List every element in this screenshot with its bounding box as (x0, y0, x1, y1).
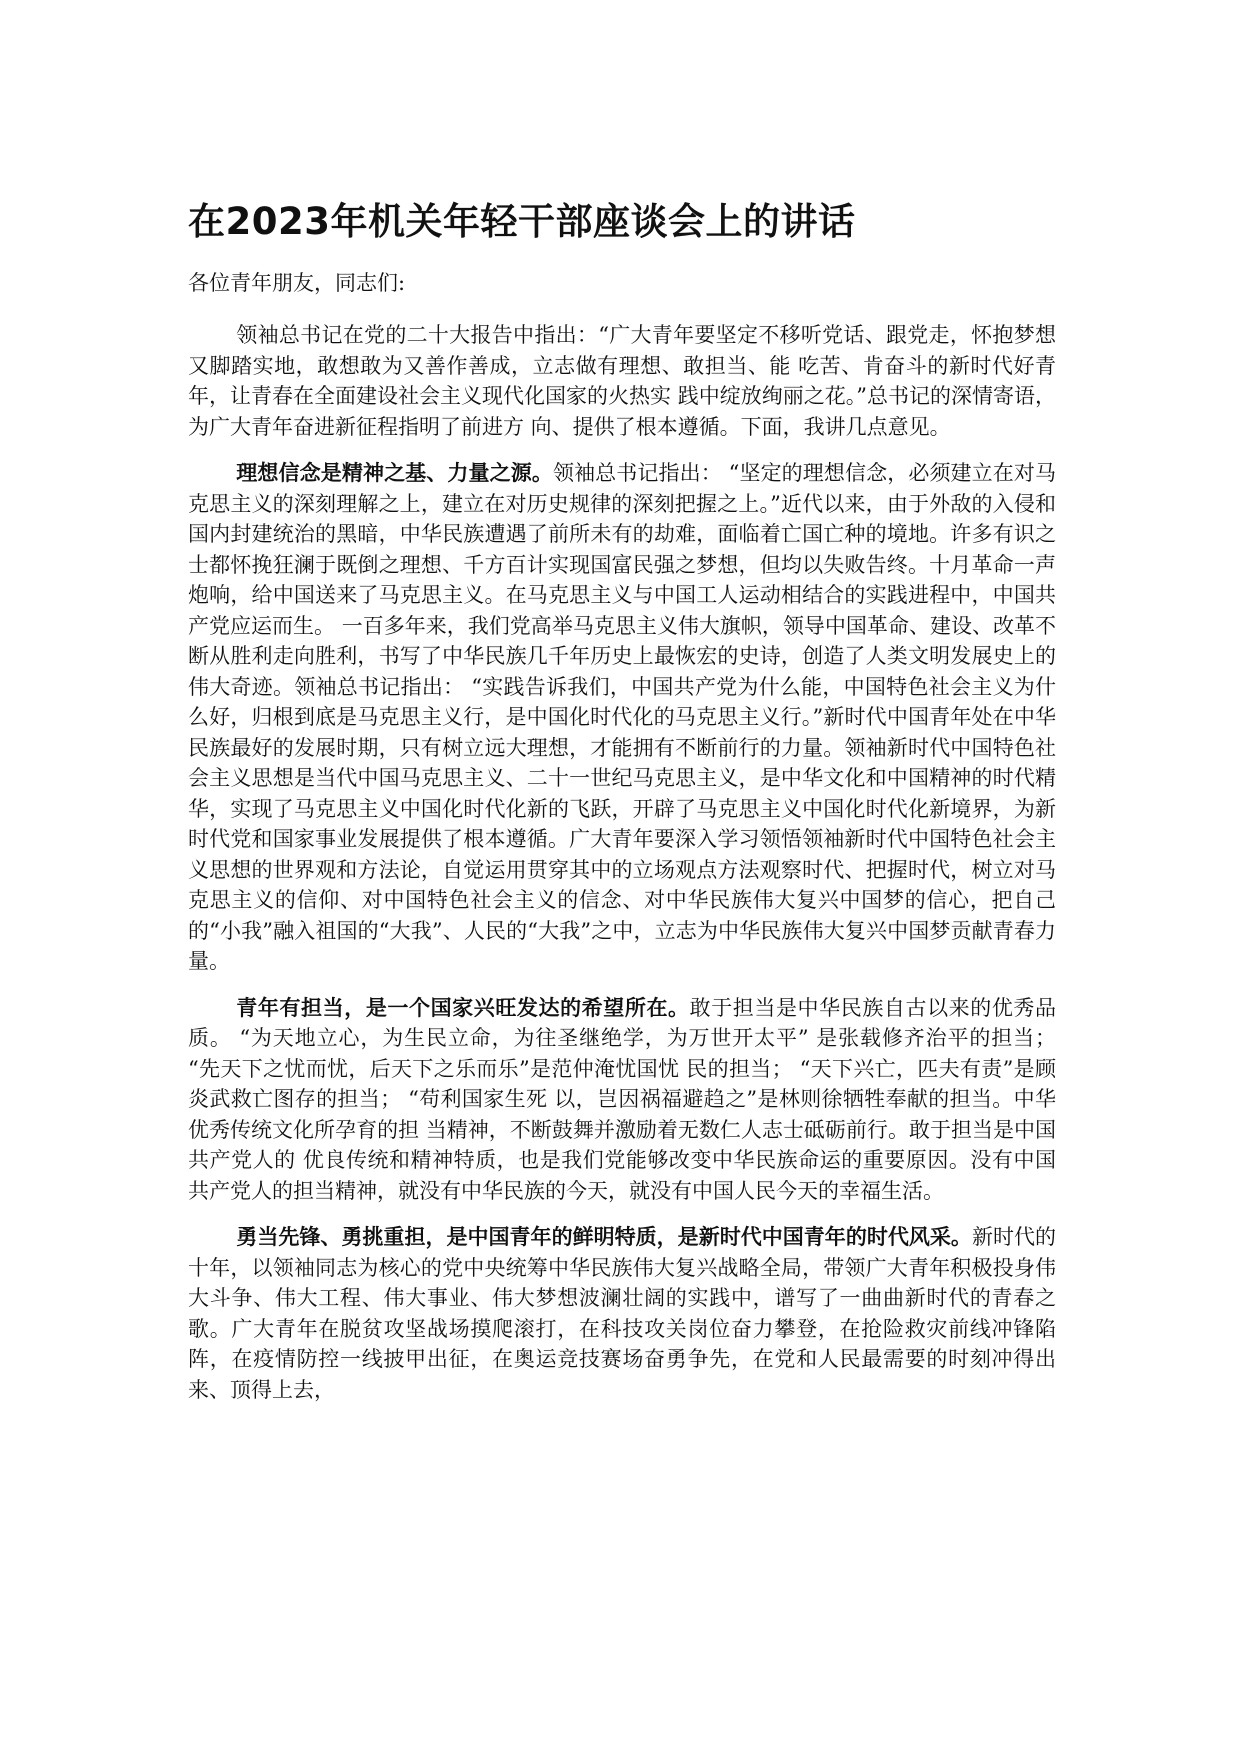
document-page (188, 196, 1056, 1421)
paragraph-responsibility (188, 993, 1056, 1207)
paragraph-intro (188, 320, 1056, 442)
salutation: 各位青年朋友，同志们: (188, 271, 406, 295)
paragraph-text: 领袖总书记指出： “坚定的理想信念，必须建立在对马克思主义的深刻理解之上，建立在对历史规律的深刻把握之上。”近代以来，由于外敌的入侵和国内封建统治的黑暗，中华民族遭遇了前所未有的劫难，面临着亡国亡种的境地。许多有识之士都怀挽狂澜于既倒之理想、千方百计实现国富民强之梦想，但均以失败告终。十月革命一声炮响，给中国送来了马克思主义。在马克思主义与中国工人运动相结合的实践进程中，中国共产党应运而生。 一百多年来，我们党高举马克思主义伟大旗帜，领导中国革命、建设、改革不断从胜利走向胜利，书写了中华民族几千年历史上最恢宏的史诗，创造了人类文明发展史上的伟大奇迹。领袖总书记指出： “实践告诉我们，中国共产党为什么能，中国特色社会主义为什么好，归根到底是马克思主义行，是中国化时代化的马克思主义行。”新时代中国青年处在中华民族最好的发展时期，只有树立远大理想，才能拥有不断前行的力量。领袖新时代中国特色社会主义思想是当代中国马克思主义、二十一世纪马克思主义，是中华文化和中国精神的时代精华，实现了马克思主义中国化时代化新的飞跃，开辟了马克思主义中国化时代化新境界，为新时代党和国家事业发展提供了根本遵循。广大青年要深入学习领悟领袖新时代中国特色社会主义思想的世界观和方法论，自觉运用贯穿其中的立场观点方法观察时代、把握时代，树立对马克思主义的信仰、对中国特色社会主义的信念、对中华民族伟大复兴中国梦的信心，把自己的“小我”融入祖国的“大我”、人民的“大我”之中，立志为中华民族伟大复兴中国梦贡献青春力量。 (188, 461, 1056, 973)
paragraph-lead: 勇当先锋、勇挑重担，是中国青年的鲜明特质，是新时代中国青年的时代风采。 (236, 1224, 972, 1249)
paragraph-text: 新时代的十年，以领袖同志为核心的党中央统筹中华民族伟大复兴战略全局，带领广大青年积极投身伟大斗争、伟大工程、伟大事业、伟大梦想波澜壮阔的实践中，谱写了一曲曲新时代的青春之歌。广大青年在脱贫攻坚战场摸爬滚打，在科技攻关岗位奋力攀登，在抢险救灾前线冲锋陷阵，在疫情防控一线披甲出征，在奥运竞技赛场奋勇争先，在党和人民最需要的时刻冲得出来、顶得上去， (188, 1225, 1057, 1402)
paragraph-lead: 青年有担当，是一个国家兴旺发达的希望所在。 (236, 994, 690, 1020)
paragraph-vanguard (188, 1222, 1056, 1405)
paragraph-ideals (188, 458, 1056, 977)
paragraph-lead: 理想信念是精神之基、力量之源。 (236, 460, 553, 485)
document-title: 在2023年机关年轻干部座谈会上的讲话 (188, 200, 856, 243)
paragraph-text: 敢于担当是中华民族自古以来的优秀品质。 “为天地立心，为生民立命，为往圣继绝学，为万世开太平” 是张载修齐治平的担当； “先天下之忧而忧，后天下之乐而乐”是范仲淹忧国忧 民的担当； “天下兴亡，匹夫有责”是顾炎武救亡图存的担当； “苟利国家生死 以，岂因祸福避趋之”是林则徐牺牲奉献的担当。中华优秀传统文化所孕育的担 当精神，不断鼓舞并激励着无数仁人志士砥砺前行。敢于担当是中国共产党人的 优良传统和精神特质，也是我们党能够改变中华民族命运的重要原因。没有中国 共产党人的担当精神，就没有中华民族的今天，就没有中国人民今天的幸福生活。 (188, 995, 1057, 1203)
paragraph-text: 领袖总书记在党的二十大报告中指出：“广大青年要坚定不移听党话、跟党走，怀抱梦想又脚踏实地，敢想敢为又善作善成，立志做有理想、敢担当、能 吃苦、肯奋斗的新时代好青年，让青春在全面建设社会主义现代化国家的火热实 践中绽放绚丽之花。”总书记的深情寄语，为广大青年奋进新征程指明了前进方 向、提供了根本遵循。下面，我讲几点意见。 (188, 323, 1056, 439)
